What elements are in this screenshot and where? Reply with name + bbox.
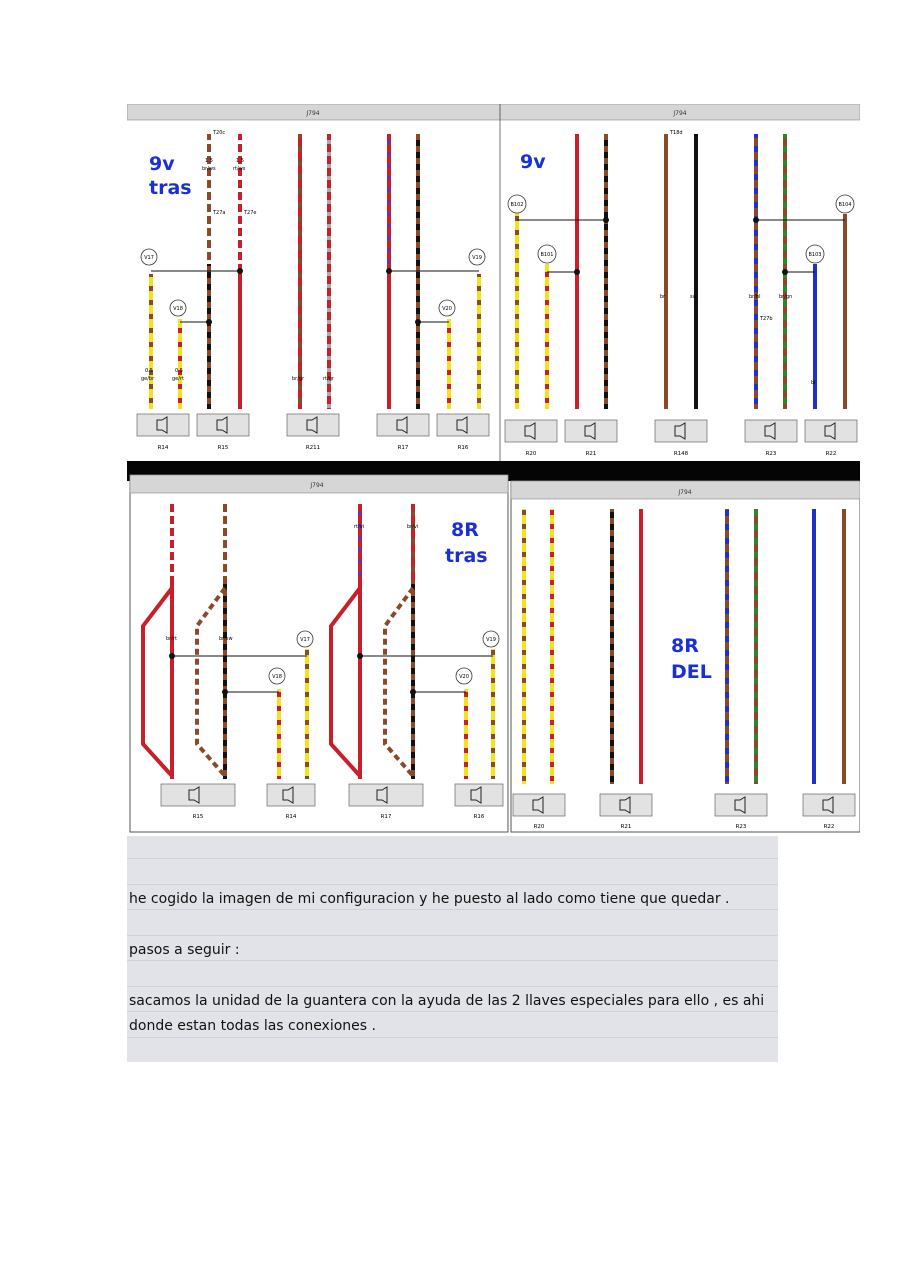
paragraph-instructions-line1: sacamos la unidad de la guantera con la ayuda de las 2 llaves especiales para ello , es ahi [129,993,765,1009]
speaker-label: R23 [735,824,747,830]
speaker-label: R20 [525,451,537,457]
node-label: V17 [144,255,154,261]
speaker-label: R15 [217,445,229,451]
panel-title-bottom-right: J794 [678,489,692,496]
panel-title-bottom-left: J794 [310,482,324,489]
panel-title-top-right: J794 [673,110,687,117]
label-9v-tras-line1: 9v [149,153,175,175]
wire-code-label: br/gr [292,376,305,382]
node-label: B104 [838,202,852,208]
label-8r-del-line1: 8R [671,635,699,657]
node-label: V17 [300,637,310,643]
wire-code-label: br/ws [202,166,216,172]
wire-size-label: 1.5 [236,158,244,164]
connector-label: T27a [213,210,226,216]
label-8r-tras-line1: 8R [451,519,479,541]
panel-title-top-left: J794 [306,110,320,117]
wire-code-label: sw [690,294,697,300]
paragraph-steps-heading: pasos a seguir : [129,942,240,958]
wire-code-label: rt/gr [323,376,334,382]
wire-code-label: ge/rt [172,376,184,382]
speaker-label: R14 [157,445,169,451]
label-9v-tras-line2: tras [149,177,192,199]
speaker-label: R21 [620,824,632,830]
wire-size-label: 0.5 [175,368,183,374]
node-label: B103 [808,252,822,258]
speaker-label: R22 [823,824,835,830]
speaker-label: R22 [825,451,837,457]
paragraph-config-note: he cogido la imagen de mi configuracion y he puesto al lado como tiene que quedar . [129,891,730,907]
wire-code-label: br/vi [407,524,419,530]
label-8r-del-line2: DEL [671,661,712,683]
speaker-label: R211 [305,445,321,451]
wire-code-label: bl [811,380,816,386]
speaker-label: R16 [473,814,485,820]
wire-code-label: br/bl [749,294,761,300]
node-label: B101 [540,252,554,258]
wire-code-label: ge/br [141,376,155,382]
label-9v: 9v [520,151,546,173]
node-label: V20 [459,674,469,680]
connector-label: T20c [213,130,226,136]
wire-code-label: rt/vi [354,524,365,530]
speaker-label: R17 [380,814,392,820]
speaker-label: R15 [192,814,204,820]
wire-code-label: br/rt [166,636,177,642]
wire-size-label: 1.5 [205,158,213,164]
node-label: B102 [510,202,524,208]
node-label: V19 [486,637,496,643]
speaker-label: R16 [457,445,469,451]
wire-code-label: rt/ws [233,166,246,172]
connector-label: T27b [760,316,773,322]
node-label: V18 [272,674,282,680]
speaker-label: R17 [397,445,409,451]
speaker-label: R148 [673,451,689,457]
label-8r-tras-line2: tras [445,545,488,567]
wiring-diagram-figure [127,104,860,836]
speaker-label: R14 [285,814,297,820]
text-block [127,836,778,1062]
node-label: V20 [442,306,452,312]
paragraph-instructions-line2: donde estan todas las conexiones . [129,1018,376,1034]
wire-code-label: br/gn [779,294,793,300]
connector-label: T18d [670,130,683,136]
connector-label: T27e [244,210,257,216]
node-label: V18 [173,306,183,312]
wire-size-label: 0.5 [145,368,153,374]
wire-code-label: br [660,294,666,300]
speaker-label: R21 [585,451,597,457]
node-label: V19 [472,255,482,261]
speaker-label: R23 [765,451,777,457]
speaker-label: R20 [533,824,545,830]
wire-code-label: br/sw [219,636,233,642]
